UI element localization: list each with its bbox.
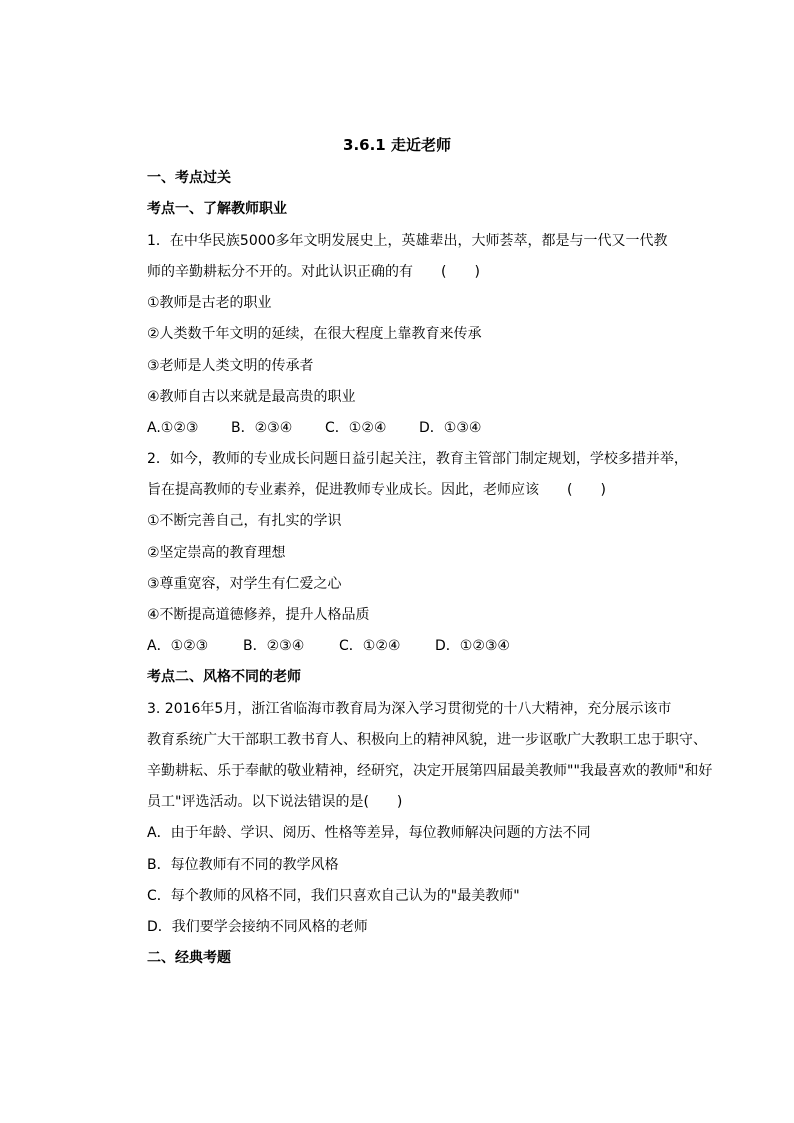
question-3-option-d: D．我们要学会接纳不同风格的老师: [147, 919, 368, 935]
question-1-option-4: ④教师自古以来就是最高贵的职业: [147, 389, 356, 405]
question-1-choice-d: D．①③④: [419, 420, 482, 436]
question-2-option-3: ③尊重宽容，对学生有仁爱之心: [147, 576, 342, 592]
question-2-choice-c: C．①②④: [339, 638, 401, 654]
page-title: 3.6.1 走近老师: [343, 136, 451, 154]
question-2-option-1: ①不断完善自己，有扎实的学识: [147, 513, 342, 529]
question-2-option-4: ④不断提高道德修养，提升人格品质: [147, 607, 370, 623]
question-2-choice-b: B．②③④: [243, 638, 305, 654]
question-1-option-3: ③老师是人类文明的传承者: [147, 358, 314, 374]
section-heading-2: 二、经典考题: [147, 950, 231, 966]
question-3-line-2: 教育系统广大干部职工教书育人、积极向上的精神风貌，进一步讴歌广大教职工忠于职守、: [147, 732, 707, 748]
question-1-line-2: 师的辛勤耕耘分不开的。对此认识正确的有 ( ): [147, 264, 480, 280]
question-2-choices: [147, 636, 687, 656]
question-1-choice-c: C．①②④: [325, 420, 387, 436]
question-1-line-1: 1．在中华民族5000多年文明发展史上，英雄辈出，大师荟萃，都是与一代又一代教: [147, 233, 668, 249]
question-1-option-1: ①教师是古老的职业: [147, 295, 272, 311]
topic-heading-2: 考点二、风格不同的老师: [147, 669, 301, 685]
question-1-choice-b: B．②③④: [231, 420, 293, 436]
question-2-line-1: 2．如今，教师的专业成长问题日益引起关注，教育主管部门制定规划，学校多措并举，: [147, 451, 688, 467]
question-3-option-a: A．由于年龄、学识、阅历、性格等差异，每位教师解决问题的方法不同: [147, 825, 591, 841]
question-3-option-b: B．每位教师有不同的教学风格: [147, 857, 339, 873]
topic-heading-1: 考点一、了解教师职业: [147, 201, 287, 217]
question-1-choice-a: A.①②③: [147, 420, 199, 436]
question-3-line-1: 3. 2016年5月，浙江省临海市教育局为深入学习贯彻党的十八大精神，充分展示该市: [147, 701, 672, 717]
question-1-option-2: ②人类数千年文明的延续，在很大程度上靠教育来传承: [147, 326, 482, 342]
section-heading-1: 一、考点过关: [147, 170, 231, 186]
question-3-option-c: C．每个教师的风格不同，我们只喜欢自己认为的"最美教师": [147, 888, 520, 904]
question-2-choice-a: A．①②③: [147, 638, 209, 654]
question-2-choice-d: D．①②③④: [435, 638, 510, 654]
question-3-line-3: 辛勤耕耘、乐于奉献的敬业精神，经研究，决定开展第四届最美教师""我最喜欢的教师"和好: [147, 763, 713, 779]
question-2-option-2: ②坚定崇高的教育理想: [147, 545, 286, 561]
question-1-choices: [147, 418, 687, 438]
question-2-line-2: 旨在提高教师的专业素养，促进教师专业成长。因此，老师应该 ( ): [147, 482, 606, 498]
question-3-line-4: 员工"评选活动。以下说法错误的是( ): [147, 794, 403, 810]
